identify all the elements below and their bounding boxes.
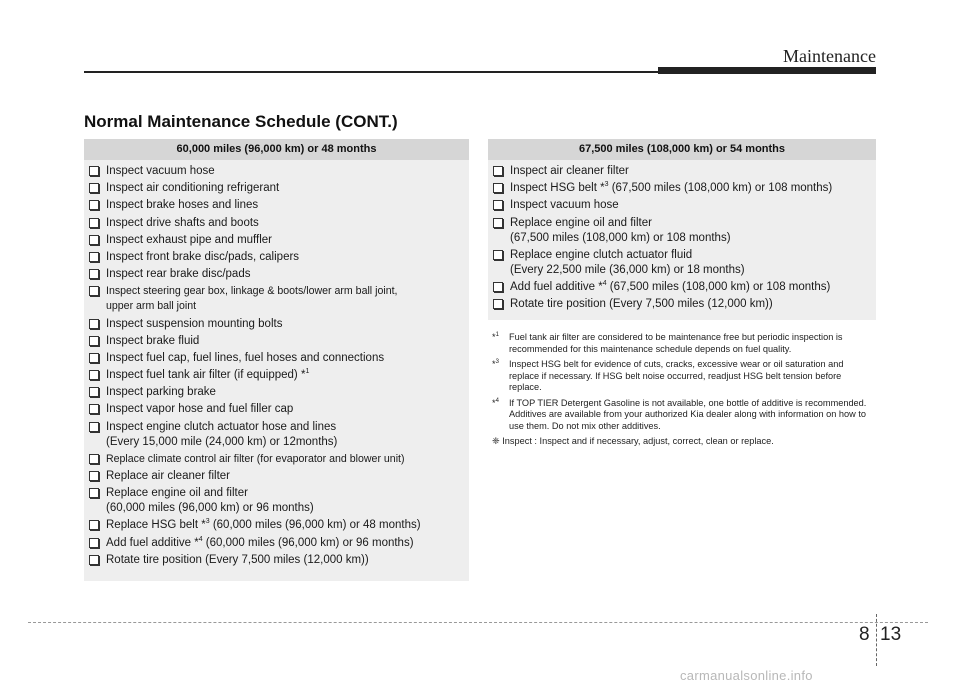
item-text: Replace climate control air filter (for evaporator and blower unit) [106, 452, 405, 465]
checklist-item [493, 216, 876, 246]
item-text: Inspect exhaust pipe and muffler [106, 233, 273, 246]
checklist-item [89, 420, 469, 450]
checkbox-icon [493, 183, 503, 193]
footnote-ref: 4 [602, 280, 607, 288]
checklist-item [89, 469, 469, 484]
item-interval: (67,500 miles (108,000 km) or 108 months) [608, 182, 833, 195]
footnote-text: If TOP TIER Detergent Gasoline is not available, one bottle of additive is recommended. Additives are available from your authorized Kia dealer along with information on how to use them. Do not mix other additives. [509, 397, 867, 431]
footnote-marker [492, 332, 499, 344]
checkbox-icon [493, 250, 503, 260]
checkbox-icon [89, 252, 99, 262]
item-text: Inspect suspension mounting bolts [106, 317, 283, 330]
footnote [492, 359, 876, 394]
item-text: Inspect air conditioning refrigerant [106, 182, 280, 195]
checkbox-icon [493, 218, 503, 228]
checklist-item [493, 198, 876, 213]
item-interval: (60,000 miles (96,000 km) or 96 months) [202, 536, 414, 549]
checklist-item [89, 452, 469, 467]
item-text: Inspect vapor hose and fuel filler cap [106, 403, 294, 416]
panel-heading: 60,000 miles (96,000 km) or 48 months [84, 139, 469, 160]
footnote-asterisk: * [492, 332, 496, 342]
checklist-item [89, 402, 469, 417]
item-text: Replace HSG belt * [106, 519, 206, 532]
checkbox-icon [89, 286, 99, 296]
checklist-item [89, 250, 469, 265]
panel-heading: 67,500 miles (108,000 km) or 54 months [488, 139, 876, 160]
item-text: Rotate tire position (Every 7,500 miles (12,000 km)) [510, 298, 773, 311]
checklist-item [493, 248, 876, 278]
item-text: Inspect HSG belt * [510, 182, 605, 195]
checkbox-icon [89, 404, 99, 414]
item-text: Inspect front brake disc/pads, calipers [106, 250, 300, 263]
checkbox-icon [89, 183, 99, 193]
checkbox-icon [89, 422, 99, 432]
checklist-item [89, 267, 469, 282]
footnote [492, 332, 876, 355]
footnote-asterisk: * [492, 359, 496, 369]
checkbox-icon [89, 555, 99, 565]
checkbox-icon [493, 166, 503, 176]
footer-divider [28, 622, 928, 623]
checklist-item [89, 233, 469, 248]
checkbox-icon [89, 488, 99, 498]
item-detail: (Every 22,500 mile (36,000 km) or 18 months) [510, 263, 745, 276]
checkbox-icon [89, 370, 99, 380]
footnote-ref: 3 [604, 181, 609, 189]
checklist-item [89, 351, 469, 366]
item-text: Inspect fuel cap, fuel lines, fuel hoses and connections [106, 351, 385, 364]
header-rule [84, 71, 660, 73]
checklist-item [493, 181, 876, 196]
item-text: Inspect fuel tank air filter (if equipped) * [106, 369, 306, 382]
checkbox-icon [493, 299, 503, 309]
item-detail: (67,500 miles (108,000 km) or 108 months) [510, 231, 731, 244]
checklist-item [89, 385, 469, 400]
checklist-item [89, 181, 469, 196]
checkbox-icon [89, 454, 99, 464]
checklist-item [89, 553, 469, 568]
item-text: Replace engine clutch actuator fluid [510, 248, 693, 261]
page-number: 13 [880, 624, 902, 645]
checklist-item [493, 164, 876, 179]
footnote-list [492, 332, 876, 432]
item-text: Inspect vacuum hose [510, 199, 619, 212]
item-text: Inspect drive shafts and boots [106, 216, 259, 229]
checklist-item [89, 486, 469, 516]
inspect-note: ❈ Inspect : Inspect and if necessary, adjust, correct, clean or replace. [492, 436, 774, 446]
checkbox-icon [89, 520, 99, 530]
item-text: Inspect engine clutch actuator hose and lines [106, 420, 337, 433]
checklist-item [89, 317, 469, 332]
checkbox-icon [89, 269, 99, 279]
item-text: Inspect parking brake [106, 386, 216, 399]
checkbox-icon [89, 336, 99, 346]
checkbox-icon [89, 387, 99, 397]
checkbox-icon [89, 353, 99, 363]
item-detail: (Every 15,000 mile (24,000 km) or 12months) [106, 435, 338, 448]
checkbox-icon [493, 282, 503, 292]
checklist-item [89, 198, 469, 213]
schedule-panel-67500 [488, 139, 876, 320]
checklist-item [89, 518, 469, 533]
header-rule-accent [658, 67, 876, 74]
footnote-marker [492, 398, 499, 410]
item-text: Replace engine oil and filter [106, 487, 248, 500]
watermark: carmanualsonline.info [680, 668, 813, 683]
item-text: Replace air cleaner filter [106, 470, 231, 482]
checkbox-icon [89, 235, 99, 245]
checklist-item [493, 297, 876, 312]
running-header-title: Maintenance [783, 46, 876, 66]
checkbox-icon [89, 166, 99, 176]
checkbox-icon [89, 319, 99, 329]
checklist-item [89, 536, 469, 551]
checklist-item [89, 368, 469, 383]
checkbox-icon [89, 538, 99, 548]
item-text: Inspect vacuum hose [106, 165, 215, 177]
footnote [492, 398, 876, 433]
item-text: Inspect steering gear box, linkage & boots/lower arm ball joint, [106, 285, 398, 298]
item-text: Add fuel additive * [106, 536, 199, 549]
section-title: Normal Maintenance Schedule (CONT.) [84, 112, 398, 131]
footnotes [492, 332, 876, 448]
page-number-separator [876, 614, 877, 666]
footnote-number: 3 [495, 358, 499, 365]
checklist [488, 160, 876, 312]
footnote-text: Inspect HSG belt for evidence of cuts, cracks, excessive wear or oil saturation and replace if necessary. If HSG belt noise occurred, readjust HSG belt tension before replace. [509, 359, 844, 392]
footnote-ref: 1 [305, 368, 310, 376]
footnote-number: 1 [495, 331, 499, 338]
schedule-panel-60000 [84, 139, 469, 581]
footnote-marker [492, 359, 499, 371]
checklist-item [89, 284, 469, 314]
item-text: Add fuel additive * [510, 280, 603, 293]
item-text: Inspect brake fluid [106, 334, 200, 347]
item-text: Inspect rear brake disc/pads [106, 268, 251, 281]
footnote-ref: 4 [198, 535, 203, 543]
footnote-ref: 3 [205, 518, 210, 526]
checklist-item [493, 280, 876, 295]
item-text: Rotate tire position (Every 7,500 miles (12,000 km)) [106, 553, 369, 566]
item-interval: (67,500 miles (108,000 km) or 108 months) [606, 280, 831, 293]
checklist-item [89, 164, 469, 179]
item-text: Inspect brake hoses and lines [106, 199, 259, 212]
checklist [84, 160, 469, 568]
checklist-item [89, 334, 469, 349]
footnote-asterisk: * [492, 397, 496, 408]
checkbox-icon [89, 200, 99, 210]
checkbox-icon [89, 218, 99, 228]
item-text: Replace engine oil and filter [510, 216, 652, 229]
item-detail: upper arm ball joint [106, 300, 197, 313]
item-text: Inspect air cleaner filter [510, 165, 629, 177]
checkbox-icon [493, 200, 503, 210]
footnote-number: 4 [495, 397, 499, 404]
checklist-item [89, 216, 469, 231]
chapter-number: 8 [859, 624, 870, 645]
item-detail: (60,000 miles (96,000 km) or 96 months) [106, 502, 314, 515]
item-interval: (60,000 miles (96,000 km) or 48 months) [209, 519, 421, 532]
checkbox-icon [89, 471, 99, 481]
footnote-text: Fuel tank air filter are considered to be maintenance free but periodic inspection is recommended for this maintenance schedule depends on fuel quality. [509, 332, 843, 354]
